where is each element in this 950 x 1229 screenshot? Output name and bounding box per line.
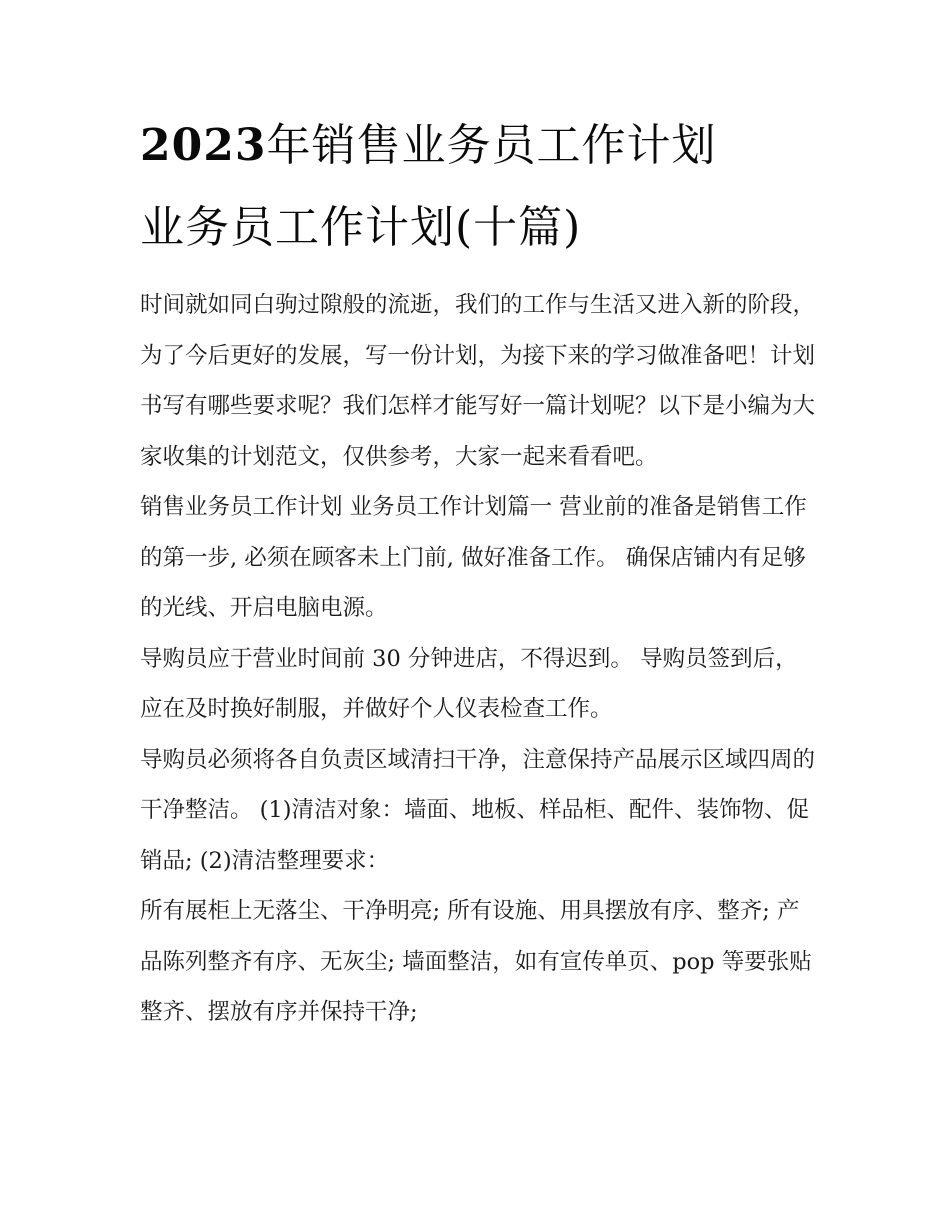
- paragraph-cleaning: 导购员必须将各自负责区域清扫干净，注意保持产品展示区域四周的干净整洁。 (1)清洁对象：墙面、地板、样品柜、配件、装饰物、促销品; (2)清洁整理要求：: [140, 746, 816, 874]
- title-year: 2023: [140, 120, 267, 171]
- paragraph-preparation: 销售业务员工作计划 业务员工作计划篇一 营业前的准备是销售工作的第一步, 必须在顾客未上门前, 做好准备工作。 确保店铺内有足够的光线、开启电脑电源。: [140, 494, 807, 621]
- title-line-1: [140, 114, 820, 178]
- paragraph-arrival: 导购员应于营业时间前 30 分钟进店，不得迟到。 导购员签到后，应在及时换好制服，并做好个人仪表检查工作。: [140, 645, 798, 722]
- paragraph-intro: 时间就如同白驹过隙般的流逝，我们的工作与生活又进入新的阶段，为了今后更好的发展，写一份计划，为接下来的学习做准备吧！计划书写有哪些要求呢？我们怎样才能写好一篇计划呢？以下是小编为大家收集的计划范文，仅供参考，大家一起来看看吧。: [140, 292, 816, 470]
- paragraph-requirements: 所有展柜上无落尘、干净明亮; 所有设施、用具摆放有序、整齐; 产品陈列整齐有序、无灰尘; 墙面整洁，如有宣传单页、pop 等要张贴整齐、摆放有序并保持干净;: [140, 898, 812, 1025]
- document-title: [140, 114, 820, 260]
- document-content: [140, 114, 820, 1038]
- title-line-1-text: 年销售业务员工作计划: [266, 120, 717, 171]
- document-body: [140, 280, 820, 1038]
- title-line-2: 业务员工作计划(十篇): [140, 202, 582, 253]
